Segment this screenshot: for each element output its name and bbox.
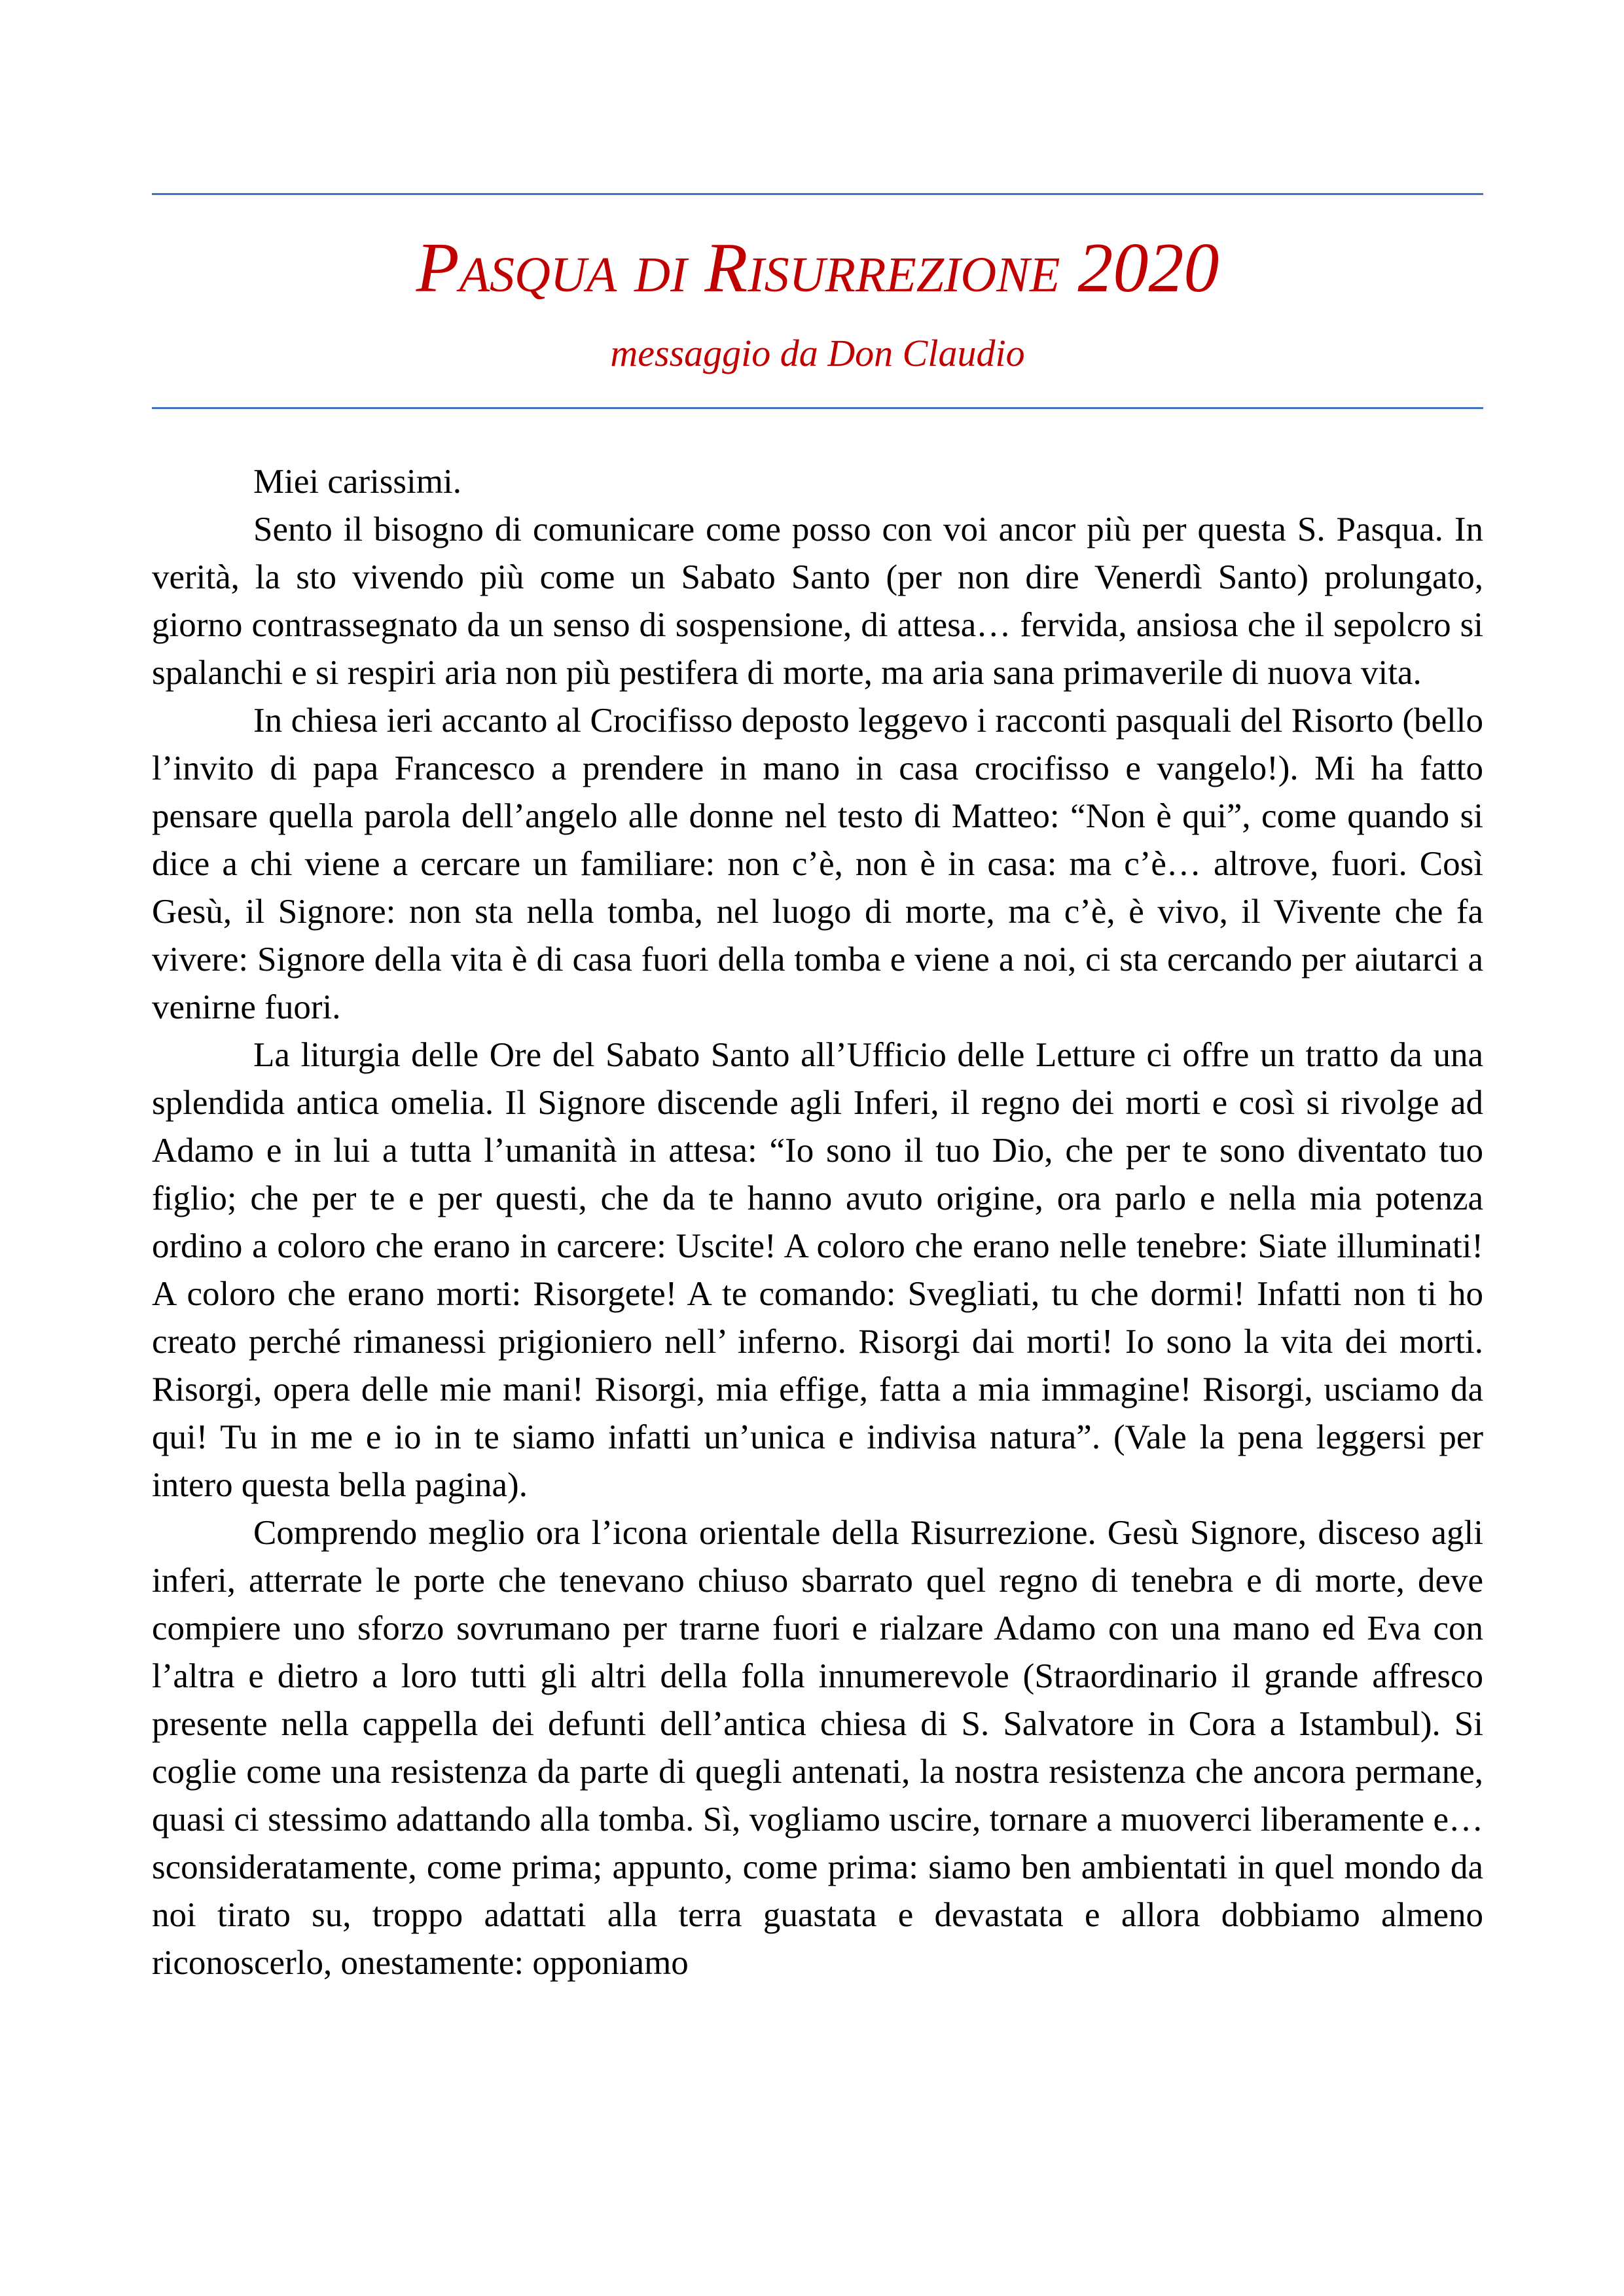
- letter-body: [152, 458, 1483, 1987]
- header-rule-top: [152, 193, 1483, 195]
- body-paragraph: In chiesa ieri accanto al Crocifisso deposto leggevo i racconti pasquali del Risorto (bello l’invito di papa Francesco a prendere in mano in casa crocifisso e vangelo!). Mi ha fatto pensare quella parola dell’angelo alle donne nel testo di Matteo: “Non è qui”, come quando si dice a chi viene a cercare un familiare: non c’è, non è in casa: ma c’è… altrove, fuori. Così Gesù, il Signore: non sta nella tomba, nel luogo di morte, ma c’è, è vivo, il Vivente che fa vivere: Signore della vita è di casa fuori della tomba e viene a noi, ci sta cercando per aiutarci a venirne fuori.: [152, 702, 1483, 1026]
- document-subtitle: messaggio da Don Claudio: [610, 332, 1025, 374]
- body-paragraph: Comprendo meglio ora l’icona orientale della Risurrezione. Gesù Signore, disceso agli inferi, atterrate le porte che tenevano chiuso sbarrato quel regno di tenebra e di morte, deve compiere uno sforzo sovrumano per trarne fuori e rialzare Adamo con una mano ed Eva con l’altra e dietro a loro tutti gli altri della folla innumerevole (Straordinario il grande affresco presente nella cappella dei defunti dell’antica chiesa di S. Salvatore in Cora a Istambul). Si coglie come una resistenza da parte di quegli antenati, la nostra resistenza che ancora permane, quasi ci stessimo adattando alla tomba. Sì, vogliamo uscire, tornare a muoverci liberamente e… sconsideratamente, come prima; appunto, come prima: siamo ben ambientati in quel mondo da noi tirato su, troppo adattati alla terra guastata e devastata e allora dobbiamo almeno riconoscerlo, onestamente: opponiamo: [152, 1514, 1483, 1982]
- salutation-paragraph: Miei carissimi.: [253, 463, 461, 501]
- body-paragraph: La liturgia delle Ore del Sabato Santo all’Ufficio delle Letture ci offre un tratto da una splendida antica omelia. Il Signore discende agli Inferi, il regno dei morti e così si rivolge ad Adamo e in lui a tutta l’umanità in attesa: “Io sono il tuo Dio, che per te sono diventato tuo figlio; che per te e per questi, che da te hanno avuto origine, ora parlo e nella mia potenza ordino a coloro che erano in carcere: Uscite! A coloro che erano nelle tenebre: Siate illuminati! A coloro che erano morti: Risorgete! A te comando: Svegliati, tu che dormi! Infatti non ti ho creato perché rimanessi prigioniero nell’ inferno. Risorgi dai morti! Io sono la vita dei morti. Risorgi, opera delle mie mani! Risorgi, mia effige, fatta a mia immagine! Risorgi, usciamo da qui! Tu in me e io in te siamo infatti un’unica e indivisa natura”. (Vale la pena leggersi per intero questa bella pagina).: [152, 1036, 1483, 1504]
- body-paragraph: Sento il bisogno di comunicare come posso con voi ancor più per questa S. Pasqua. In verità, la sto vivendo più come un Sabato Santo (per non dire Venerdì Santo) prolungato, giorno contrassegnato da un senso di sospensione, di attesa… fervida, ansiosa che il sepolcro si spalanchi e si respiri aria non più pestifera di morte, ma aria sana primaverile di nuova vita.: [152, 511, 1483, 692]
- document-title: Pasqua di Risurrezione 2020: [416, 229, 1219, 307]
- header-rule-bottom: [152, 407, 1483, 409]
